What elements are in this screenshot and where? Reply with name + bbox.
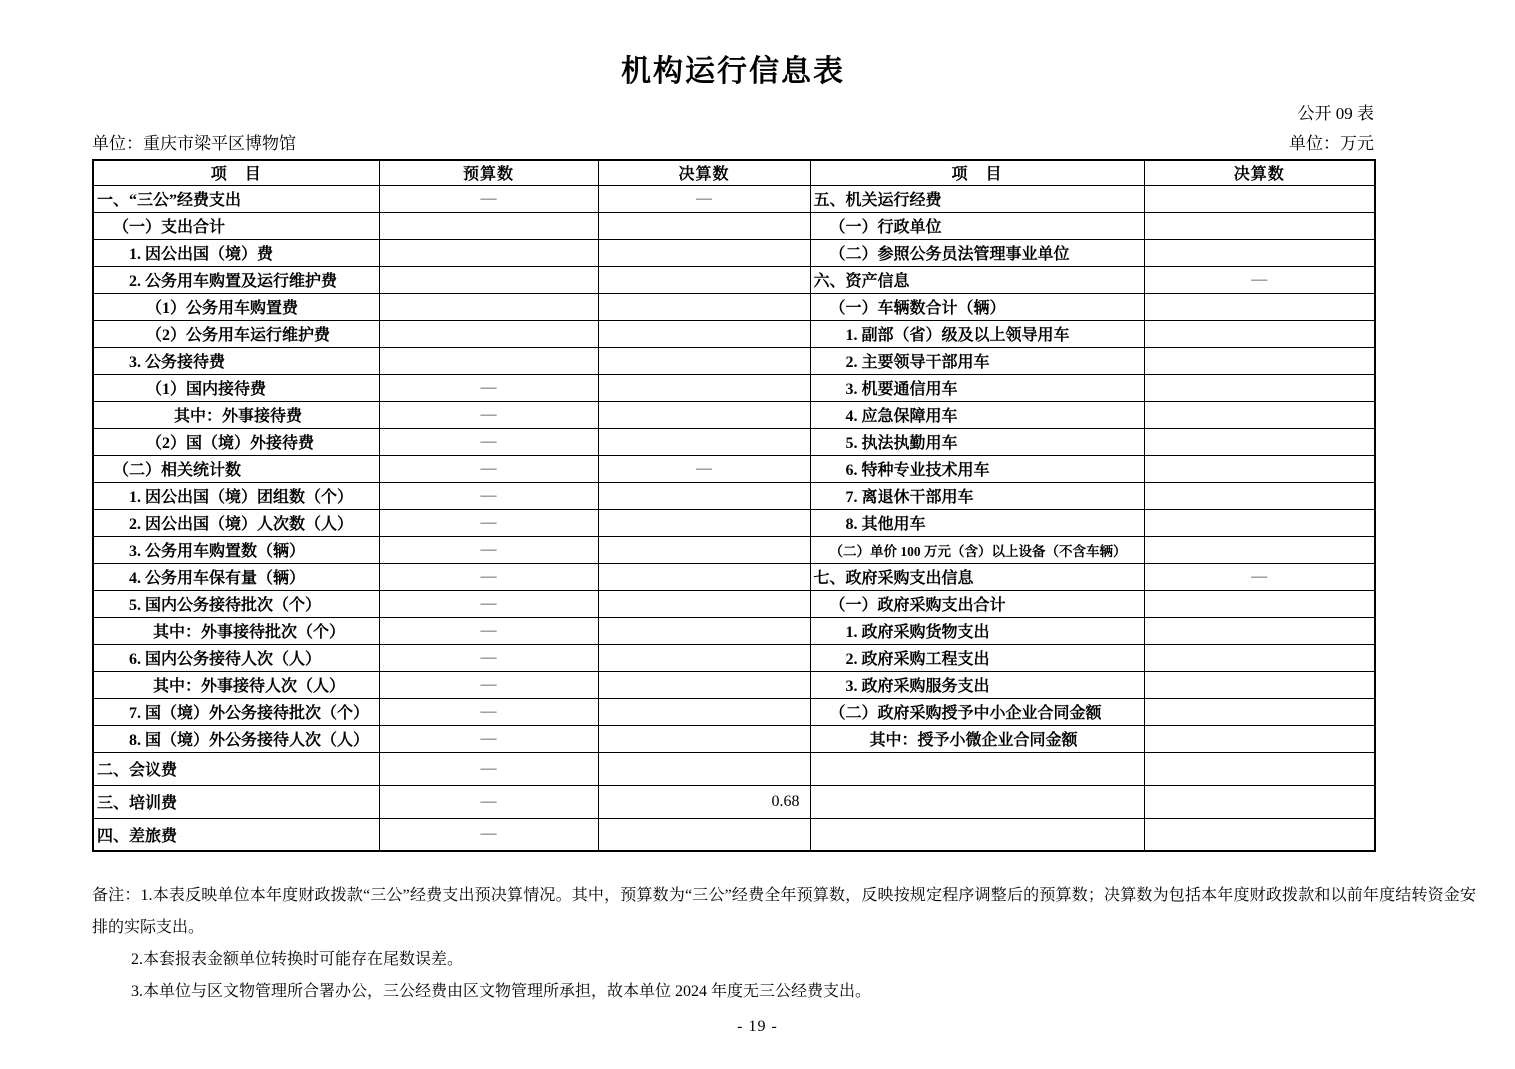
cell-budget: — [379, 482, 598, 509]
cell-final-left [598, 212, 810, 239]
table-row [93, 266, 1375, 293]
row-item-left: （一）支出合计 [93, 212, 379, 239]
cell-final-right [1144, 698, 1375, 725]
cell-budget: — [379, 590, 598, 617]
header-row [93, 160, 1375, 185]
table-row [93, 401, 1375, 428]
cell-final-right [1144, 671, 1375, 698]
cell-final-right [1144, 293, 1375, 320]
cell-final-left: 0.68 [598, 785, 810, 818]
cell-final-left [598, 293, 810, 320]
cell-final-left [598, 671, 810, 698]
cell-final-left [598, 752, 810, 785]
cell-budget: — [379, 509, 598, 536]
row-item-left: 1. 因公出国（境）费 [93, 239, 379, 266]
cell-budget: — [379, 455, 598, 482]
table-body [93, 185, 1375, 851]
cell-budget: — [379, 785, 598, 818]
cell-budget [379, 293, 598, 320]
cell-final-right [1144, 644, 1375, 671]
table-row [93, 293, 1375, 320]
cell-final-right [1144, 185, 1375, 212]
cell-final-left [598, 818, 810, 851]
table-row [93, 455, 1375, 482]
row-item-left: 5. 国内公务接待批次（个） [93, 590, 379, 617]
row-item-right: 5. 执法执勤用车 [810, 428, 1144, 455]
cell-budget: — [379, 752, 598, 785]
table-row [93, 818, 1375, 851]
row-item-right: 7. 离退休干部用车 [810, 482, 1144, 509]
cell-final-left [598, 320, 810, 347]
row-item-left: （1）公务用车购置费 [93, 293, 379, 320]
header-final-right: 决算数 [1144, 160, 1375, 185]
table-row [93, 185, 1375, 212]
cell-final-right [1144, 212, 1375, 239]
table-row [93, 509, 1375, 536]
cell-budget: — [379, 563, 598, 590]
table-row [93, 590, 1375, 617]
cell-budget [379, 239, 598, 266]
row-item-right: 2. 主要领导干部用车 [810, 347, 1144, 374]
cell-budget: — [379, 374, 598, 401]
row-item-right: （一）车辆数合计（辆） [810, 293, 1144, 320]
row-item-right: 2. 政府采购工程支出 [810, 644, 1144, 671]
table-row [93, 239, 1375, 266]
cell-budget [379, 212, 598, 239]
cell-final-right [1144, 347, 1375, 374]
row-item-left: （1）国内接待费 [93, 374, 379, 401]
row-item-right: 五、机关运行经费 [810, 185, 1144, 212]
row-item-right: 3. 政府采购服务支出 [810, 671, 1144, 698]
cell-final-left [598, 509, 810, 536]
note-2: 2.本套报表金额单位转换时可能存在尾数误差。 [131, 951, 464, 968]
row-item-left: 3. 公务接待费 [93, 347, 379, 374]
row-item-right: 6. 特种专业技术用车 [810, 455, 1144, 482]
note-3: 3.本单位与区文物管理所合署办公，三公经费由区文物管理所承担，故本单位 2024 年度无三公经费支出。 [131, 983, 872, 1000]
page-number: - 19 - [737, 1018, 778, 1035]
cell-final-right: — [1144, 266, 1375, 293]
notes-section [92, 880, 1476, 1008]
row-item-left: （2）公务用车运行维护费 [93, 320, 379, 347]
cell-budget: — [379, 401, 598, 428]
row-item-left: 其中：外事接待费 [93, 401, 379, 428]
row-item-right: （二）参照公务员法管理事业单位 [810, 239, 1144, 266]
cell-budget: — [379, 644, 598, 671]
row-item-left: 6. 国内公务接待人次（人） [93, 644, 379, 671]
cell-budget: — [379, 428, 598, 455]
row-item-left: 2. 公务用车购置及运行维护费 [93, 266, 379, 293]
cell-final-right [1144, 725, 1375, 752]
table-row [93, 320, 1375, 347]
table-row [93, 725, 1375, 752]
table-row [93, 698, 1375, 725]
page-title: 机构运行信息表 [621, 55, 845, 88]
row-item-right: 其中：授予小微企业合同金额 [810, 725, 1144, 752]
cell-final-right: — [1144, 563, 1375, 590]
cell-final-left [598, 347, 810, 374]
row-item-left: 8. 国（境）外公务接待人次（人） [93, 725, 379, 752]
cell-final-left [598, 536, 810, 563]
cell-final-left [598, 590, 810, 617]
row-item-left: 其中：外事接待人次（人） [93, 671, 379, 698]
cell-final-right [1144, 752, 1375, 785]
row-item-left: 四、差旅费 [93, 818, 379, 851]
table-row [93, 563, 1375, 590]
cell-final-left [598, 482, 810, 509]
row-item-left: 三、培训费 [93, 785, 379, 818]
row-item-right: 七、政府采购支出信息 [810, 563, 1144, 590]
row-item-right: 4. 应急保障用车 [810, 401, 1144, 428]
row-item-left: （2）国（境）外接待费 [93, 428, 379, 455]
cell-final-right [1144, 401, 1375, 428]
row-item-right: （一）政府采购支出合计 [810, 590, 1144, 617]
cell-final-right [1144, 785, 1375, 818]
cell-final-left [598, 266, 810, 293]
row-item-right: 1. 副部（省）级及以上领导用车 [810, 320, 1144, 347]
cell-final-left [598, 617, 810, 644]
row-item-left: 7. 国（境）外公务接待批次（个） [93, 698, 379, 725]
cell-budget [379, 320, 598, 347]
cell-budget: — [379, 617, 598, 644]
row-item-right: 六、资产信息 [810, 266, 1144, 293]
cell-budget: — [379, 725, 598, 752]
row-item-right: （一）行政单位 [810, 212, 1144, 239]
row-item-left: 2. 因公出国（境）人次数（人） [93, 509, 379, 536]
row-item-left: 4. 公务用车保有量（辆） [93, 563, 379, 590]
row-item-left: 其中：外事接待批次（个） [93, 617, 379, 644]
table-row [93, 785, 1375, 818]
cell-budget: — [379, 185, 598, 212]
cell-final-right [1144, 320, 1375, 347]
unit-name-label: 单位：重庆市梁平区博物馆 [92, 134, 296, 153]
cell-budget: — [379, 698, 598, 725]
row-item-left: 一、“三公”经费支出 [93, 185, 379, 212]
unit-currency-label: 单位：万元 [1289, 134, 1374, 153]
cell-final-right [1144, 617, 1375, 644]
content-area [92, 0, 1374, 852]
row-item-right: 3. 机要通信用车 [810, 374, 1144, 401]
cell-final-right [1144, 482, 1375, 509]
cell-final-right [1144, 509, 1375, 536]
cell-final-right [1144, 536, 1375, 563]
unit-row [92, 129, 1374, 154]
row-item-right: 8. 其他用车 [810, 509, 1144, 536]
cell-budget: — [379, 536, 598, 563]
row-item-right: （二）政府采购授予中小企业合同金额 [810, 698, 1144, 725]
cell-final-left [598, 725, 810, 752]
cell-final-right [1144, 374, 1375, 401]
cell-budget: — [379, 818, 598, 851]
note-1: 备注：1.本表反映单位本年度财政拨款“三公”经费支出预决算情况。其中，预算数为“三公”经费全年预算数，反映按规定程序调整后的预算数；决算数为包括本年度财政拨款和以前年度结转资金安排的实际支出。 [92, 887, 1476, 936]
row-item-left: 1. 因公出国（境）团组数（个） [93, 482, 379, 509]
cell-budget: — [379, 671, 598, 698]
table-row [93, 212, 1375, 239]
cell-final-left [598, 374, 810, 401]
cell-final-left [598, 428, 810, 455]
header-budget: 预算数 [379, 160, 598, 185]
table-row [93, 482, 1375, 509]
cell-final-left [598, 401, 810, 428]
table-row [93, 536, 1375, 563]
row-item-right: 1. 政府采购货物支出 [810, 617, 1144, 644]
row-item-right [810, 785, 1144, 818]
row-item-left: （二）相关统计数 [93, 455, 379, 482]
table-header [93, 160, 1375, 185]
cell-final-left [598, 239, 810, 266]
row-item-right [810, 752, 1144, 785]
cell-final-right [1144, 590, 1375, 617]
row-item-right: （二）单价 100 万元（含）以上设备（不含车辆） [810, 536, 1144, 563]
cell-final-left [598, 698, 810, 725]
cell-final-right [1144, 455, 1375, 482]
table-row [93, 752, 1375, 785]
row-item-left: 3. 公务用车购置数（辆） [93, 536, 379, 563]
table-row [93, 671, 1375, 698]
header-item-left: 项 目 [93, 160, 379, 185]
cell-final-right [1144, 818, 1375, 851]
cell-final-right [1144, 428, 1375, 455]
cell-final-left: — [598, 185, 810, 212]
cell-final-left [598, 563, 810, 590]
form-code-label: 公开 09 表 [1297, 104, 1374, 123]
table-row [93, 347, 1375, 374]
table-row [93, 374, 1375, 401]
cell-final-right [1144, 239, 1375, 266]
table-row [93, 617, 1375, 644]
row-item-right [810, 818, 1144, 851]
cell-final-left: — [598, 455, 810, 482]
table-row [93, 644, 1375, 671]
table-row [93, 428, 1375, 455]
cell-budget [379, 347, 598, 374]
cell-budget [379, 266, 598, 293]
cell-final-left [598, 644, 810, 671]
budget-table [92, 159, 1376, 852]
header-item-right: 项 目 [810, 160, 1144, 185]
header-final-left: 决算数 [598, 160, 810, 185]
row-item-left: 二、会议费 [93, 752, 379, 785]
